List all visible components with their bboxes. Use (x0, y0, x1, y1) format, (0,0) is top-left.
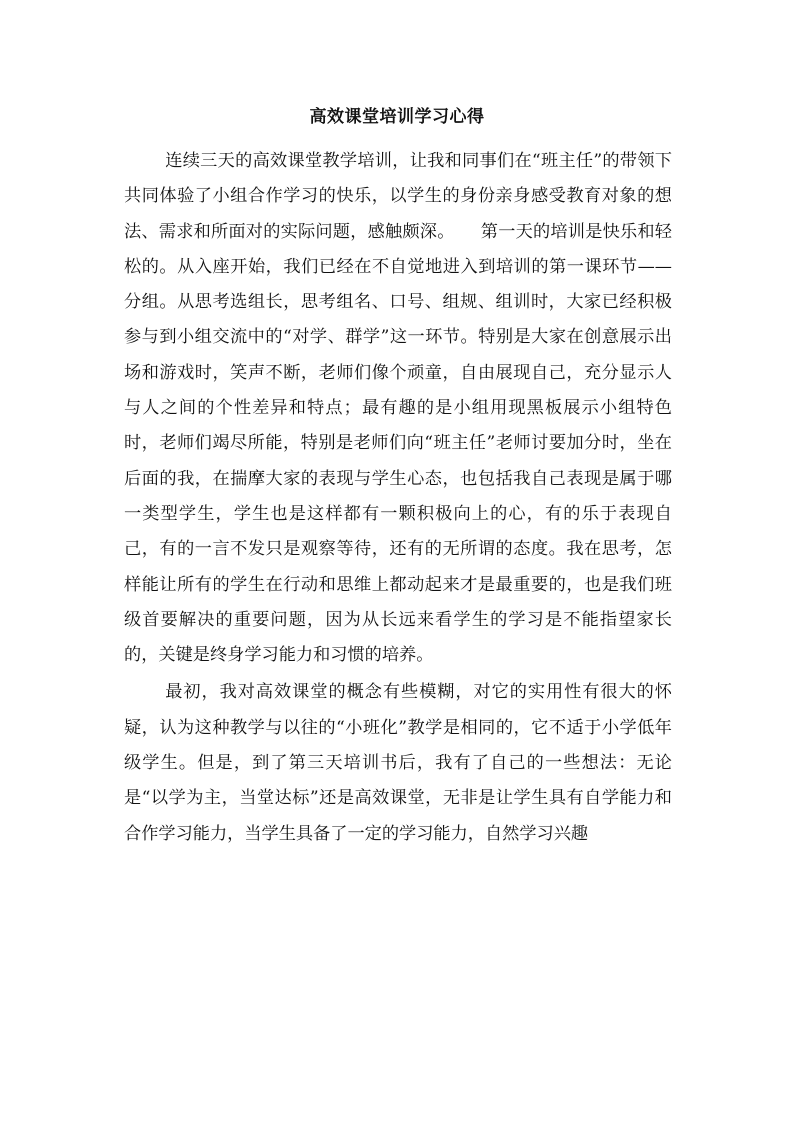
document-title: 高效课堂培训学习心得 (309, 107, 485, 127)
paragraph-2: 最初，我对高效课堂的概念有些模糊，对它的实用性有很大的怀疑，认为这种教学与以往的“小班化”教学是相同的，它不适于小学低年级学生。但是，到了第三天培训书后，我有了自己的一些想法：无论是“以学为主，当堂达标”还是高效课堂，无非是让学生具有自学能力和合作学习能力，当学生具备了一定的学习能力，自然学习兴趣 (124, 682, 672, 844)
document-body (124, 144, 672, 852)
paragraph-1: 连续三天的高效课堂教学培训，让我和同事们在“班主任”的带领下共同体验了小组合作学习的快乐，以学生的身份亲身感受教育对象的想法、需求和所面对的实际问题，感触颇深。 第一天的培训是快乐和轻松的。从入座开始，我们已经在不自觉地进入到培训的第一课环节——分组。从思考选组长，思考组名、口号、组规、组训时，大家已经积极参与到小组交流中的“对学、群学”这一环节。特别是大家在创意展示出场和游戏时，笑声不断，老师们像个顽童，自由展现自己，充分显示人与人之间的个性差异和特点；最有趣的是小组用现黑板展示小组特色时，老师们竭尽所能，特别是老师们向“班主任”老师讨要加分时，坐在后面的我，在揣摩大家的表现与学生心态，也包括我自己表现是属于哪一类型学生，学生也是这样都有一颗积极向上的心，有的乐于表现自己，有的一言不发只是观察等待，还有的无所谓的态度。我在思考，怎样能让所有的学生在行动和思维上都动起来才是最重要的，也是我们班级首要解决的重要问题，因为从长远来看学生的学习是不能指望家长的，关键是终身学习能力和习惯的培养。 (124, 151, 672, 666)
